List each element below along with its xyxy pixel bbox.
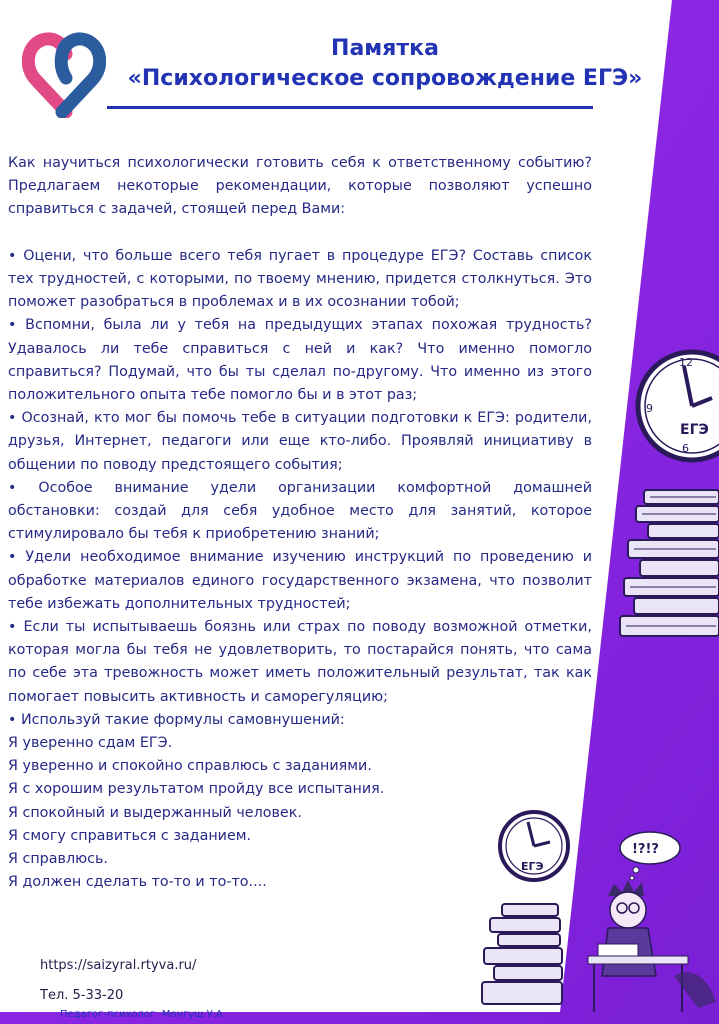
affirmation-line: Я смогу справиться с заданием. xyxy=(8,827,252,844)
intro-line: справиться с задачей, стоящей перед Вами: xyxy=(8,201,346,218)
recommendation-line: обработке материалов единого государственного экзамена, что позволит xyxy=(8,572,592,589)
recommendation-line: обстановки: создай для себя удобное место для занятий, которое xyxy=(8,503,592,520)
affirmation-line: Я уверенно сдам ЕГЭ. xyxy=(8,735,173,752)
title-line-1: Памятка xyxy=(331,36,439,61)
title-underline xyxy=(107,106,593,109)
recommendation-line: тебе избежать дополнительных трудностей; xyxy=(8,595,351,612)
recommendation-line: стимулировало бы тебя к приобретению знаний; xyxy=(8,526,380,543)
recommendation-line: • Оцени, что больше всего тебя пугает в процедуре ЕГЭ? Составь список xyxy=(8,247,592,264)
affirmation-line: Я справлюсь. xyxy=(8,851,108,868)
book-stack-right-icon xyxy=(616,486,719,640)
svg-text:6: 6 xyxy=(682,442,689,455)
recommendation-line: • Используй такие формулы самовнушений: xyxy=(8,711,345,728)
book-stack-bottom-icon xyxy=(480,900,564,1010)
heart-logo-icon xyxy=(22,32,106,118)
recommendation-line: справиться? Подумай, что бы ты сделал по-другому. Что именно из этого xyxy=(8,363,592,380)
recommendation-line: • Осознай, кто мог бы помочь тебе в ситуации подготовки к ЕГЭ: родители, xyxy=(8,410,592,427)
recommendation-line: • Если ты испытываешь боязнь или страх по поводу возможной отметки, xyxy=(8,619,592,636)
student-illustration xyxy=(578,826,719,1016)
intro-line: Предлагаем некоторые рекомендации, которые позволяют успешно xyxy=(8,178,592,195)
affirmation-line: Я с хорошим результатом пройду все испытания. xyxy=(8,781,385,798)
page-title xyxy=(100,34,670,94)
svg-text:9: 9 xyxy=(646,402,653,415)
recommendation-line: положительного опыта тебе помогло бы и в этот раз; xyxy=(8,387,418,404)
memo-body xyxy=(8,152,592,894)
title-line-2: «Психологическое сопровождение ЕГЭ» xyxy=(127,66,643,91)
recommendation-line: поможет разобраться в проблемах и в их осознании тобой; xyxy=(8,294,460,311)
recommendation-line: которая могла бы тебя не удовлетворить, то постарайся понять, что сама xyxy=(8,642,592,659)
recommendation-line: общении по поводу предстоящего события; xyxy=(8,456,343,473)
recommendation-line: помогает повысить активность и саморегуляцию; xyxy=(8,688,388,705)
intro-line: Как научиться психологически готовить себя к ответственному событию? xyxy=(8,155,592,171)
recommendation-line: • Особое внимание удели организации комфортной домашней xyxy=(8,479,592,496)
recommendation-line: по себе эта тревожность может иметь положительный результат, так как xyxy=(8,665,592,682)
recommendation-line: • Удели необходимое внимание изучению инструкций по проведению и xyxy=(8,549,592,566)
affirmation-line: Я спокойный и выдержанный человек. xyxy=(8,804,302,821)
recommendation-line: • Вспомни, была ли у тебя на предыдущих этапах похожая трудность? xyxy=(8,317,592,334)
phone-number: Тел. 5-33-20 xyxy=(40,988,124,1003)
recommendation-line: Удавалось ли тебе справиться с ней и как? Что именно помогло xyxy=(8,340,592,357)
clock-label: ЕГЭ xyxy=(680,422,709,438)
clock-illustration-top xyxy=(632,336,719,476)
affirmation-line: Я должен сделать то-то и то-то.... xyxy=(8,874,267,891)
thought-bubble-text: !?!? xyxy=(632,842,659,857)
affirmation-line: Я уверенно и спокойно справлюсь с заданиями. xyxy=(8,758,372,775)
clock-illustration-bottom xyxy=(496,800,574,896)
website-link[interactable]: https://saizyral.rtyva.ru/ xyxy=(40,958,197,973)
recommendation-line: тех трудностей, с которыми, по твоему мнению, придется столкнуться. Это xyxy=(8,271,592,287)
recommendation-line: друзья, Интернет, педагоги или еще кто-либо. Проявляй инициативу в xyxy=(8,433,592,450)
author-credit: Педагог-психолог: Монгуш У.А. xyxy=(60,1009,226,1020)
clock-label: ЕГЭ xyxy=(521,860,544,873)
svg-text:12: 12 xyxy=(679,356,693,369)
